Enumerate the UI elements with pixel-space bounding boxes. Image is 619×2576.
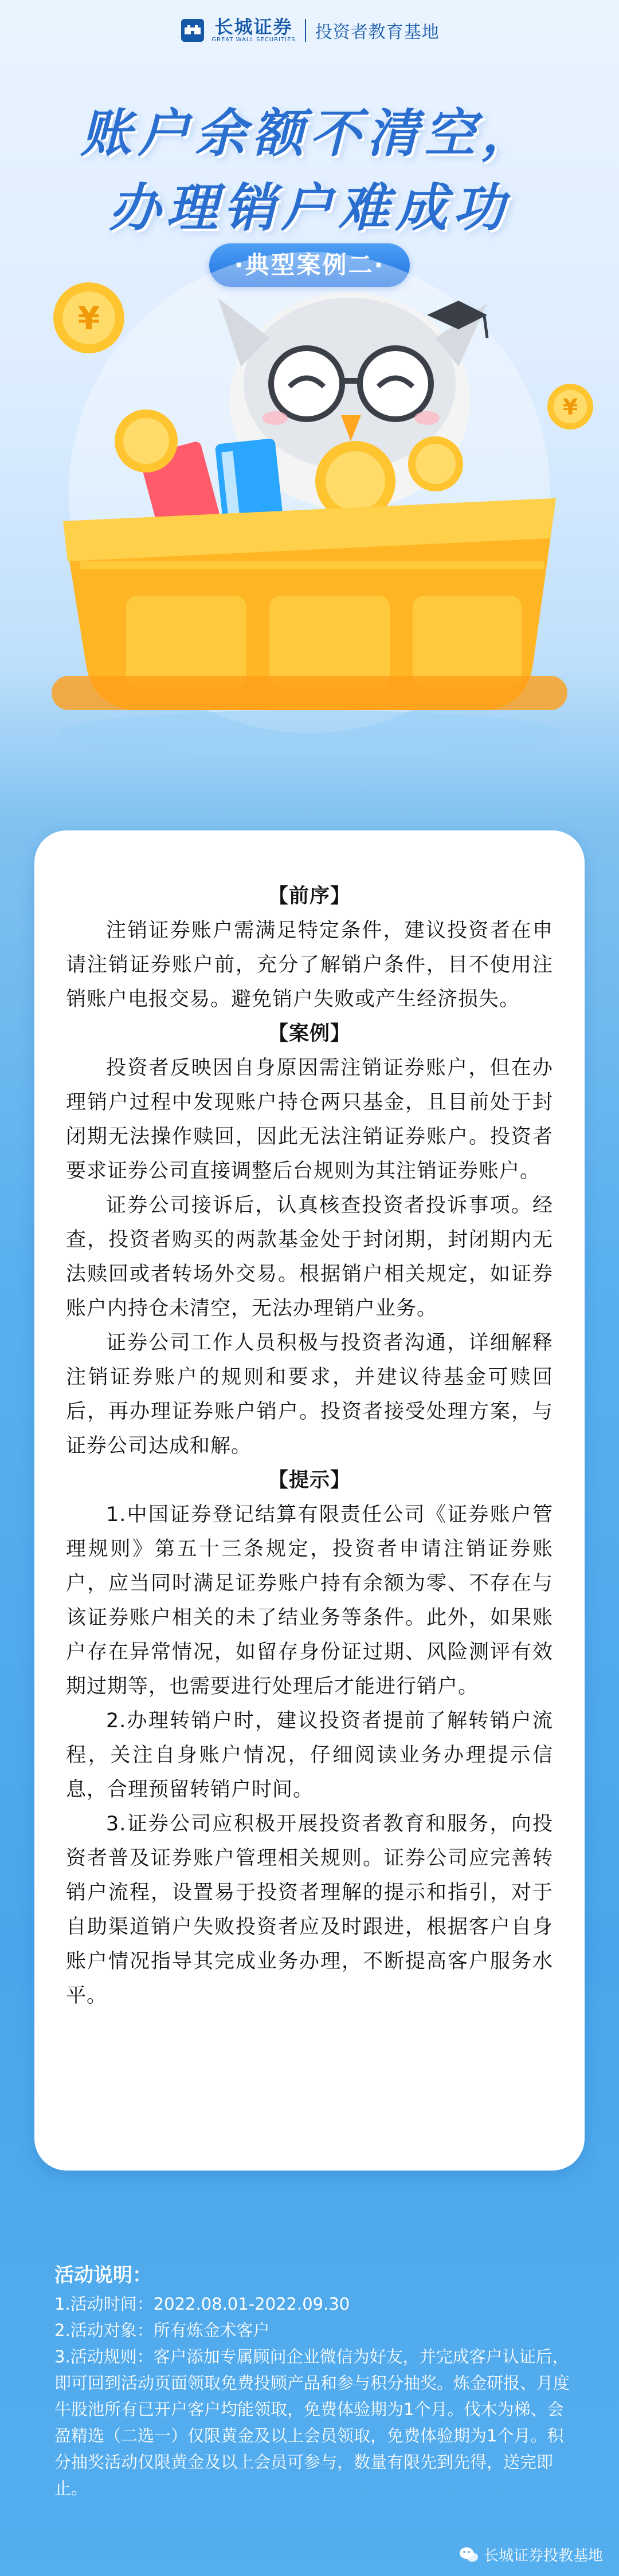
wechat-icon bbox=[459, 2546, 479, 2563]
brand-tagline: 投资者教育基地 bbox=[315, 22, 440, 42]
preface-paragraph: 注销证券账户需满足特定条件，建议投资者在申请注销证券账户前，充分了解销户条件，目不使用注销账户电报交易。避免销户失败或产生经济损失。 bbox=[66, 919, 553, 1011]
tips-paragraph-3: 3.证券公司应积极开展投资者教育和服务，向投资者普及证券账户管理相关规则。证券公司应完善转销户流程，设置易于投资者理解的提示和指引，对于自助渠道销户失败投资者应及时跟进，根据客户自身账户情况指导其完成业务办理，不断提高客户服务水平。 bbox=[66, 1813, 553, 2007]
watermark-text: 长城证券投教基地 bbox=[483, 2547, 603, 2565]
tips-paragraph-2: 2.办理转销户时，建议投资者提前了解转销户流程，关注自身账户情况，仔细阅读业务办理提示信息，合理预留转销户时间。 bbox=[66, 1710, 553, 1801]
basket-icon bbox=[52, 498, 567, 710]
page-title-line-2: 办理销户难成功 bbox=[109, 178, 510, 238]
svg-text:¥: ¥ bbox=[562, 395, 578, 420]
activity-target: 2.活动对象：所有炼金术客户 bbox=[54, 2321, 270, 2340]
case-paragraph-1: 投资者反映因自身原因需注销证券账户，但在办理销户过程中发现账户持仓两只基金，且目前处于封闭期无法操作赎回，因此无法注销证券账户。投资者要求证券公司直接调整后台规则为其注销证券账户。 bbox=[66, 1057, 553, 1183]
logo-divider bbox=[305, 19, 306, 42]
svg-text:¥: ¥ bbox=[77, 300, 100, 337]
great-wall-logo-icon bbox=[179, 17, 206, 44]
section-heading-preface: 【前序】 bbox=[268, 885, 351, 908]
case-paragraph-3: 证券公司工作人员积极与投资者沟通，详细解释注销证券账户的规则和要求，并建议待基金可赎回后，再办理证券账户销户。投资者接受处理方案，与证券公司达成和解。 bbox=[66, 1332, 553, 1458]
activity-heading: 活动说明： bbox=[54, 2264, 152, 2287]
case-paragraph-2: 证券公司接诉后，认真核查投资者投诉事项。经查，投资者购买的两款基金处于封闭期，封闭期内无法赎回或者转场外交易。根据销户相关规定，如证券账户内持仓未清空，无法办理销户业务。 bbox=[66, 1194, 553, 1320]
page-title-line-1: 账户余额不清空， bbox=[80, 104, 539, 164]
coin-left-icon bbox=[53, 282, 124, 353]
activity-time: 1.活动时间：2022.08.01-2022.09.30 bbox=[54, 2294, 350, 2314]
brand-name-en: GREAT WALL SECURITIES bbox=[211, 37, 296, 43]
coin-right-icon bbox=[547, 384, 593, 430]
hero-illustration bbox=[0, 252, 619, 767]
watermark bbox=[459, 2544, 603, 2565]
section-heading-tips: 【提示】 bbox=[268, 1469, 351, 1492]
brand-header bbox=[0, 17, 619, 46]
tips-paragraph-1: 1.中国证券登记结算有限责任公司《证券账户管理规则》第五十三条规定，投资者申请注销证券账户，应当同时满足证券账户持有余额为零、不存在与该证券账户相关的未了结业务等条件。此外，如果账户存在异常情况，如留存身份证过期、风险测评有效期过期等，也需要进行处理后才能进行销户。 bbox=[66, 1503, 553, 1698]
section-heading-case: 【案例】 bbox=[268, 1022, 351, 1045]
activity-notes bbox=[54, 2262, 570, 2502]
activity-rules: 3.活动规则：客户添加专属顾问企业微信为好友，并完成客户认证后，即可回到活动页面领取免费投顾产品和参与积分抽奖。炼金研报、月度牛股池所有已开户客户均能领取，免费体验期为1个月。伐木为梯、会盈精选（二选一）仅限黄金及以上会员领取，免费体验期为1个月。积分抽奖活动仅限黄金及以上会员可参与，数量有限先到先得，送完即止。 bbox=[54, 2347, 570, 2498]
brand-name-cn: 长城证券 bbox=[214, 16, 293, 38]
case-label-pill: ·典型案例二· bbox=[209, 243, 410, 287]
article-body bbox=[66, 879, 553, 2013]
